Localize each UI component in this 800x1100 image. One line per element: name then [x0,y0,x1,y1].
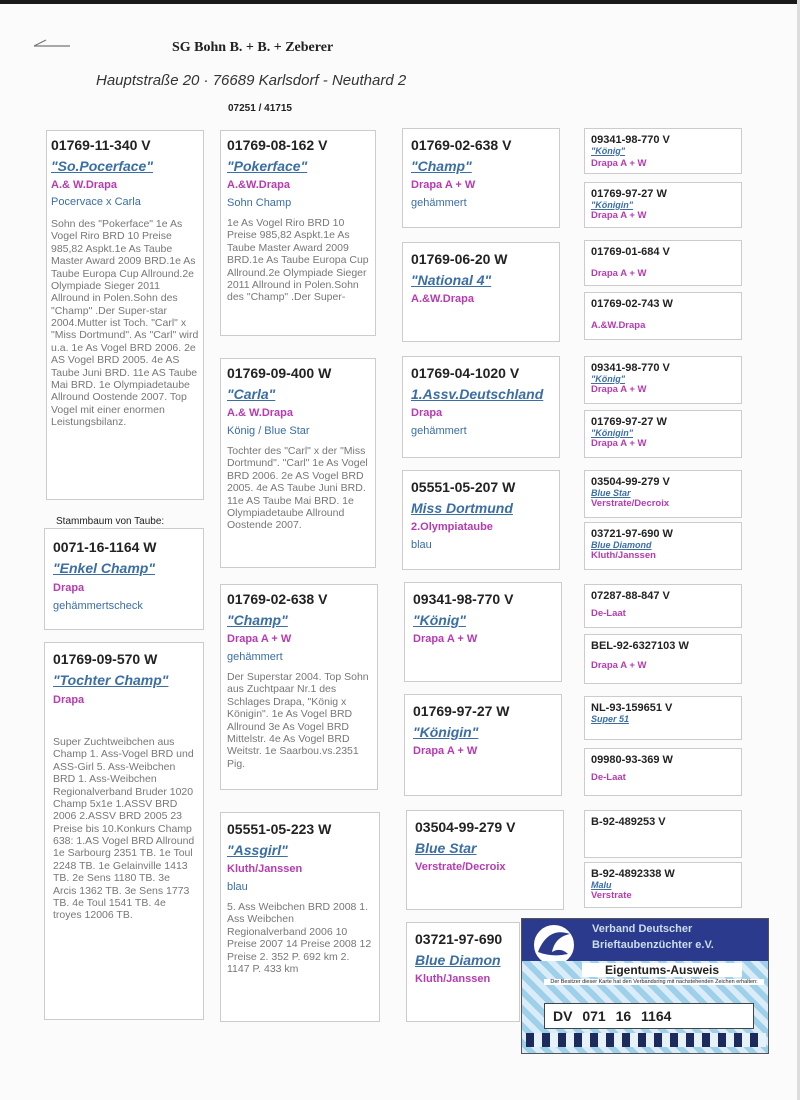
breeder: Kluth/Janssen [415,973,491,985]
gen3-card [404,582,562,682]
ring-number: 01769-97-27 W [591,416,667,428]
pigeon-name: "Königin" [591,428,634,438]
punch-mark [32,38,72,48]
breeder: Kluth/Janssen [591,550,656,561]
ring-number: 0071-16-1164 W [53,539,157,555]
breeder: Kluth/Janssen [227,863,303,875]
father-card [46,130,204,500]
pigeon-name: "Königin" [413,724,479,740]
stammbaum-label: Stammbaum von Taube: [56,516,165,527]
pigeon-color: Pocervace x Carla [51,196,141,208]
ring-number: 01769-02-743 W [591,298,673,310]
ring-number: 09341-98-770 V [413,591,514,607]
pigeon-name: "Champ" [227,612,288,628]
card-title: Eigentums-Ausweis [582,963,742,977]
pigeon-name: "Tochter Champ" [53,672,169,688]
breeder: Drapa A + W [591,438,647,449]
ring-number: 01769-06-20 W [411,251,508,267]
grandsire-paternal-card [220,130,376,336]
pigeon-description: Tochter des "Carl" x der "Miss Dortmund". "Carl" 1e As Vogel BRD 2006. 2e AS Vogel BRD 2005. 4e AS Taube Juni BRD. 11e AS Taube Mai BRD. 1e Olympiadetaube Allround Oostende 2007. [227,445,368,532]
gen4-card [584,470,742,518]
ring-number: 03504-99-279 V [415,819,516,835]
ring-number: B-92-4892338 W [591,868,675,880]
pigeon-name [591,652,735,660]
ring-number: 03721-97-690 W [591,528,673,540]
pigeon-name: "Pokerface" [227,158,308,174]
ring-number: 07287-88-847 V [591,590,670,602]
association-line2: Brieftaubenzüchter e.V. [592,939,714,951]
pigeon-description: Super Zuchtweibchen aus Champ 1. Ass-Vogel BRD und ASS-Girl 5. Ass-Weibchen BRD 1. Ass-Weibchen Regionalverband Bruder 1020 Champ 5x1e 1.ASSV BRD 2006 2.ASSV BRD 2005 23 Preise bis 10.Konkurs Champ 638: 1.AS Vogel BRD Allround 1e Sarbourg 2351 TB. 1e Toul 2248 TB. 1e Gelainville 1413 TB. 2e Sens 1180 TB. 3e Arcis 1362 TB. 3e Sens 1773 TB. 4e Toul 1541 TB. 4e troyes 12006 TB. [53,736,195,922]
pigeon-name: "Enkel Champ" [53,560,155,576]
breeder: Drapa A + W [413,745,478,757]
pigeon-description: 5. Ass Weibchen BRD 2008 1. Ass Weibchen Regionalverband 2006 10 Preise 2007 14 Preise 2008 12 Preise 2. 352 P. 692 km 2. 1147 P. 433 km [227,901,372,975]
ring-number: 03721-97-690 [415,931,503,947]
pigeon-name: Blue Star [415,840,477,856]
ring-number: BEL-92-6327103 W [591,640,689,652]
gen4-card [584,696,742,740]
pigeon-name: "Carla" [227,386,276,402]
gen4-card [584,128,742,174]
breeder: Drapa A + W [227,633,292,645]
breeder: Drapa A + W [591,210,647,221]
gen3-card [404,694,562,796]
pigeon-color: Sohn Champ [227,197,292,209]
ring-number: 09980-93-369 W [591,754,673,766]
gen4-card [584,634,742,684]
ring-number: 03504-99-279 V [591,476,670,488]
ring-number: 01769-04-1020 V [411,365,520,381]
ring-number: 09341-98-770 V [591,134,670,146]
breeder: De-Laat [591,772,626,783]
breeder: Verstrate/Decroix [415,861,506,873]
gen4-card [584,292,742,340]
pigeon-color: blau [411,539,432,551]
breeder-address: Hauptstraße 20 · 76689 Karlsdorf - Neuthard 2 [96,72,407,89]
pigeon-description: 1e As Vogel Riro BRD 10 Preise 985,82 Aspkt.1e As Taube Master Award 2009 BRD.1e As Taube Europa Cup Allround.2e Olympiade Sieger 2011 Allround in Polen.Sohn des "Champ" .Der Super- [227,217,369,304]
gen3-card [402,128,560,228]
gen4-card [584,584,742,628]
pigeon-name: "König" [413,612,466,628]
pigeon-name: "König" [591,374,626,384]
subject-card [44,528,204,630]
card-subtitle: Der Besitzer dieser Karte hat den Verbandsring mit nachstehenden Zeichen erhalten: [544,979,764,985]
breeder: A.&W.Drapa [227,179,290,191]
ring-number: 05551-05-223 W [227,821,332,837]
gen3-card [402,470,560,570]
breeder: A.&W.Drapa [411,293,474,305]
gen4-card [584,356,742,404]
gen4-card [584,240,742,286]
pigeon-name: Super 51 [591,714,630,724]
breeder-phone: 07251 / 41715 [228,103,292,114]
ring-number: 01769-02-638 V [411,137,512,153]
ring-code: DV 071 16 1164 [544,1003,754,1029]
grandsire-maternal-card [220,584,378,790]
ring-number: 01769-97-27 W [591,188,667,200]
breeder: A.& W.Drapa [51,179,118,191]
granddam-maternal-card [220,812,380,1022]
breeder: Drapa A + W [411,179,476,191]
card-strip [526,1033,766,1047]
ring-number: 01769-09-570 W [53,651,158,667]
gen4-card [584,810,742,858]
gen4-card [584,522,742,570]
breeder: 2.Olympiataube [411,521,493,533]
pigeon-name [591,258,735,268]
pigeon-name: Blue Star [591,488,631,498]
ring-number: B-92-489253 V [591,816,666,828]
pigeon-color: gehämmert [227,651,283,663]
breeder: De-Laat [591,608,626,619]
pigeon-name: "Assgirl" [227,842,288,858]
page-top-edge [0,0,800,4]
ring-number: 01769-09-400 W [227,365,332,381]
pigeon-name: Blue Diamon [415,952,501,968]
breeder: Drapa A + W [591,660,647,671]
pigeon-name [591,310,735,320]
breeder: Drapa [53,582,85,594]
gen4-card [584,410,742,458]
breeder: Drapa A + W [413,633,478,645]
granddam-paternal-card [220,358,376,568]
breeder: Drapa [53,694,85,706]
breeder: Drapa A + W [591,268,647,279]
mother-card [44,642,204,1020]
gen3-card [406,810,564,910]
ring-number: 01769-08-162 V [227,137,328,153]
gen3-card [402,242,560,342]
gen4-card [584,862,742,908]
breeder: Verstrate [591,890,632,901]
pigeon-color: König / Blue Star [227,425,310,437]
pigeon-color: gehämmert [411,425,467,437]
pigeon-description: Der Superstar 2004. Top Sohn aus Zuchtpaar Nr.1 des Schlages Drapa, "König x Königin". 1e As Vogel BRD Allround 3e As Vogel BRD Mittelstr. 4e As Vogel BRD Weitstr. 1e Saarbou.vs.2351 Pig. [227,671,369,770]
pigeon-color: gehämmert [411,197,467,209]
ring-number: 05551-05-207 W [411,479,516,495]
pigeon-name: "So.Pocerface" [51,158,153,174]
breeder: Drapa [411,407,443,419]
gen4-card [584,182,742,228]
gen3-card [402,356,560,458]
pigeon-color: gehämmertscheck [53,600,143,612]
pigeon-description: Sohn des "Pokerface" 1e As Vogel Riro BRD 10 Preise 985,82 Aspkt.1e As Taube Master Award 2009 BRD.1e As Taube Europa Cup Allround.2e Olympiade Sieger 2011 Allround in Polen.Sohn des "Champ" .Der Super-star 2004.Mutter ist Toch. "Carl" x "Miss Dortmund". As "Carl" wird u.a. 1e As Vogel BRD 2006. 2e AS Vogel BRD 2005. 4e AS Taube Juni BRD. 11e AS Taube Mai BRD. 1e Olympiadetaube Allround Oostende 2007. Top Vogel mit einer enormen Leistungsbilanz. [51,218,199,428]
pigeon-name: Blue Diamond [591,540,652,550]
pigeon-name: "Königin" [591,200,634,210]
ring-number: 01769-02-638 V [227,591,328,607]
pigeon-name: "König" [591,146,626,156]
ring-number: NL-93-159651 V [591,702,673,714]
breeder: Drapa A + W [591,384,647,395]
breeder: A.& W.Drapa [227,407,294,419]
ring-number: 09341-98-770 V [591,362,670,374]
ring-number: 01769-97-27 W [413,703,510,719]
gen4-card [584,748,742,796]
ring-number: 01769-01-684 V [591,246,670,258]
association-line1: Verband Deutscher [592,923,693,935]
pigeon-name: "National 4" [411,272,492,288]
breeder-name: SG Bohn B. + B. + Zeberer [172,40,334,55]
ownership-card [521,918,769,1054]
pigeon-name: Miss Dortmund [411,500,513,516]
gen3-card [406,922,520,1022]
breeder: Verstrate/Decroix [591,498,670,509]
pigeon-color: blau [227,881,248,893]
pigeon-name: Malu [591,880,612,890]
pigeon-name: "Champ" [411,158,472,174]
ring-number: 01769-11-340 V [51,137,151,153]
breeder: A.&W.Drapa [591,320,646,331]
pigeon-name: 1.Assv.Deutschland [411,386,544,402]
breeder: Drapa A + W [591,158,647,169]
